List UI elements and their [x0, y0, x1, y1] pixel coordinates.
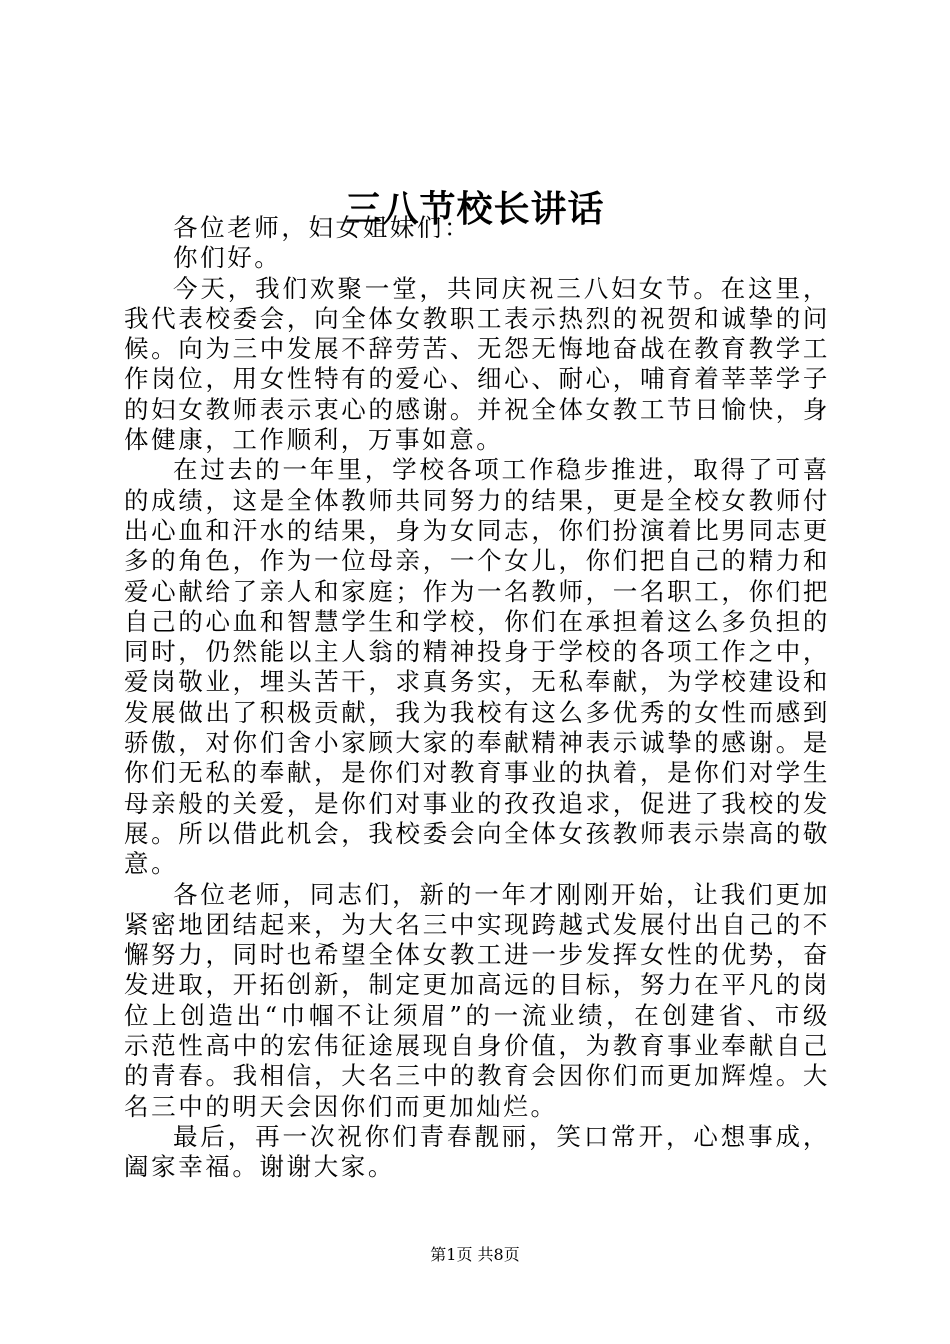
paragraph-2: 在过去的一年里，学校各项工作稳步推进，取得了可喜的成绩，这是全体教师共同努力的结果，更是全校女教师付出心血和汗水的结果，身为女同志，你们扮演着比男同志更多的角色，作为一位母亲，一个女儿，你们把自己的精力和爱心献给了亲人和家庭；作为一名教师，一名职工，你们把自己的心血和智慧学生和学校，你们在承担着这么多负担的同时，仍然能以主人翁的精神投身于学校的各项工作之中，爱岗敬业，埋头苦干，求真务实，无私奉献，为学校建设和发展做出了积极贡献，我为我校有这么多优秀的女性而感到骄傲，对你们舍小家顾大家的奉献精神表示诚挚的感谢。是你们无私的奉献，是你们对教育事业的执着，是你们对学生母亲般的关爱，是你们对事业的孜孜追求，促进了我校的发展。所以借此机会，我校委会向全体女孩教师表示崇高的敬意。 — [124, 455, 830, 879]
document-title: 三八节校长讲话 — [345, 188, 605, 230]
page-number: 第1页 共8页 — [430, 1245, 520, 1264]
paragraph-1: 今天，我们欢聚一堂，共同庆祝三八妇女节。在这里，我代表校委会，向全体女教职工表示热烈的祝贺和诚挚的问候。向为三中发展不辞劳苦、无怨无悔地奋战在教育教学工作岗位，用女性特有的爱心、细心、耐心，哺育着莘莘学子的妇女教师表示衷心的感谢。并祝全体女教工节日愉快，身体健康，工作顺利，万事如意。 — [124, 273, 830, 455]
salutation: 各位老师，妇女姐妹们： — [173, 213, 472, 242]
document-body — [124, 213, 830, 1183]
closing-paragraph: 最后，再一次祝你们青春靓丽，笑口常开，心想事成，阖家幸福。谢谢大家。 — [124, 1121, 830, 1182]
greeting: 你们好。 — [173, 243, 282, 273]
paragraph-3: 各位老师，同志们，新的一年才刚刚开始，让我们更加紧密地团结起来，为大名三中实现跨越式发展付出自己的不懈努力，同时也希望全体女教工进一步发挥女性的优势，奋发进取，开拓创新，制定更加高远的目标，努力在平凡的岗位上创造出“巾帼不让须眉”的一流业绩，在创建省、市级示范性高中的宏伟征途展现自身价值，为教育事业奉献自己的青春。我相信，大名三中的教育会因你们而更加辉煌。大名三中的明天会因你们而更加灿烂。 — [124, 879, 830, 1121]
